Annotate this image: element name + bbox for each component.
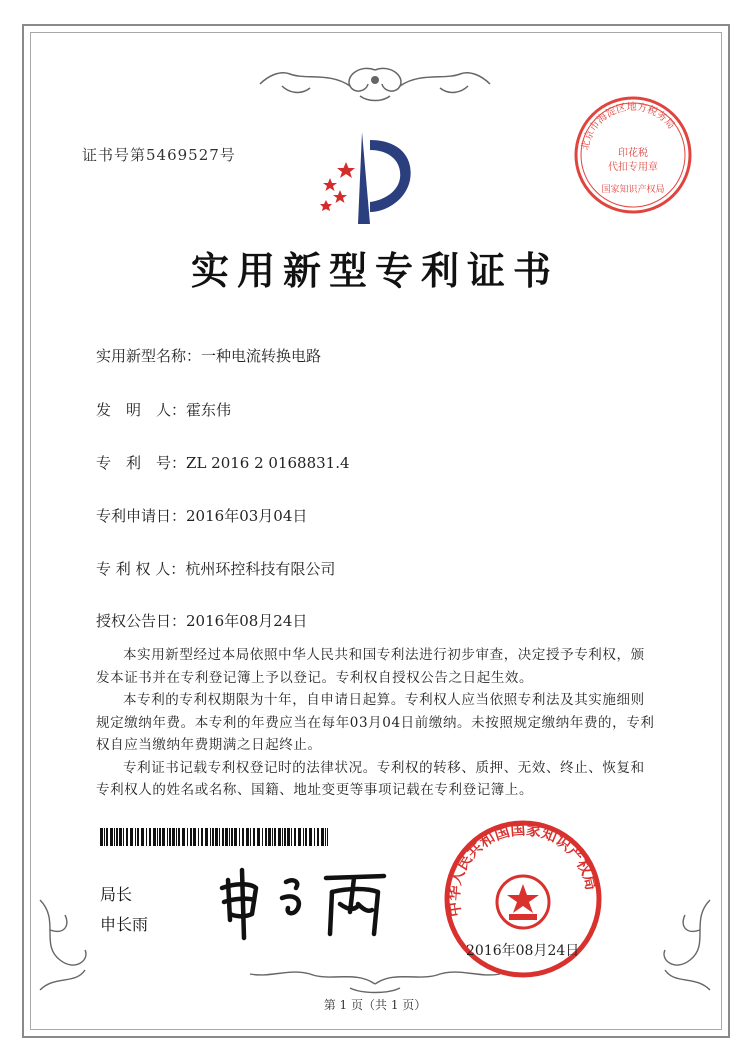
svg-text:代扣专用章: 代扣专用章 [608, 162, 658, 173]
field-label: 实用新型名称： [96, 347, 202, 365]
field-label: 专 利 号： [96, 454, 187, 472]
body-paragraph: 专利证书记载专利权登记时的法律状况。专利权的转移、质押、无效、终止、恢复和专利权人的姓名或名称、国籍、地址变更等事项记载在专利登记簿上。 [96, 759, 645, 798]
field-utility-model-name [96, 345, 321, 366]
field-label: 专 利 权 人： [96, 560, 186, 578]
field-value: 2016年03月04日 [186, 507, 308, 525]
field-application-date [96, 505, 307, 526]
field-label: 授权公告日： [96, 612, 187, 630]
patent-office-emblem-icon [310, 128, 420, 228]
svg-text:印花税: 印花税 [618, 148, 648, 159]
svg-text:北京市海淀区地方税务局: 北京市海淀区地方税务局 [580, 101, 677, 152]
field-value: 一种电流转换电路 [201, 347, 322, 365]
seal-date: 2016年08月24日 [466, 943, 580, 959]
field-patentee [96, 558, 335, 579]
field-grant-date [96, 610, 307, 631]
certificate-number: 证书号第5469527号 [82, 146, 236, 164]
patent-agency-seal-icon [572, 94, 694, 216]
field-patent-number [96, 452, 350, 473]
director-signature-icon [208, 862, 398, 942]
svg-text:国家知识产权局: 国家知识产权局 [601, 185, 665, 195]
field-inventor [96, 399, 231, 420]
body-paragraph: 本实用新型经过本局依照中华人民共和国专利法进行初步审查，决定授予专利权，颁发本证书并在专利登记簿上予以登记。专利权自授权公告之日起生效。 [96, 647, 645, 686]
field-label: 发 明 人： [96, 401, 187, 419]
svg-text:中华人民共和国国家知识产权局: 中华人民共和国国家知识产权局 [444, 820, 601, 919]
field-value: 霍东伟 [186, 401, 232, 419]
body-paragraph: 本专利的专利权期限为十年，自申请日起算。专利权人应当依照专利法及其实施细则规定缴纳年费。本专利的年费应当在每年03月04日前缴纳。未按照规定缴纳年费的，专利权自应当缴纳年费期满之日起终止。 [96, 692, 655, 753]
right-corner-ornament-icon [640, 890, 720, 1000]
director-name: 申长雨 [100, 915, 149, 934]
field-label: 专利申请日： [96, 507, 187, 525]
top-ornament-icon [250, 62, 500, 106]
field-value: ZL 2016 2 0168831.4 [186, 454, 350, 472]
director-title: 局长 [100, 885, 133, 904]
certificate-title: 实用新型专利证书 [190, 248, 559, 293]
barcode-icon [100, 828, 328, 846]
certificate-body [96, 644, 656, 802]
field-value: 2016年08月24日 [186, 612, 308, 630]
left-corner-ornament-icon [30, 890, 110, 1000]
page-footer: 第 1 页（共 1 页） [323, 998, 427, 1012]
field-value: 杭州环控科技有限公司 [185, 560, 336, 578]
